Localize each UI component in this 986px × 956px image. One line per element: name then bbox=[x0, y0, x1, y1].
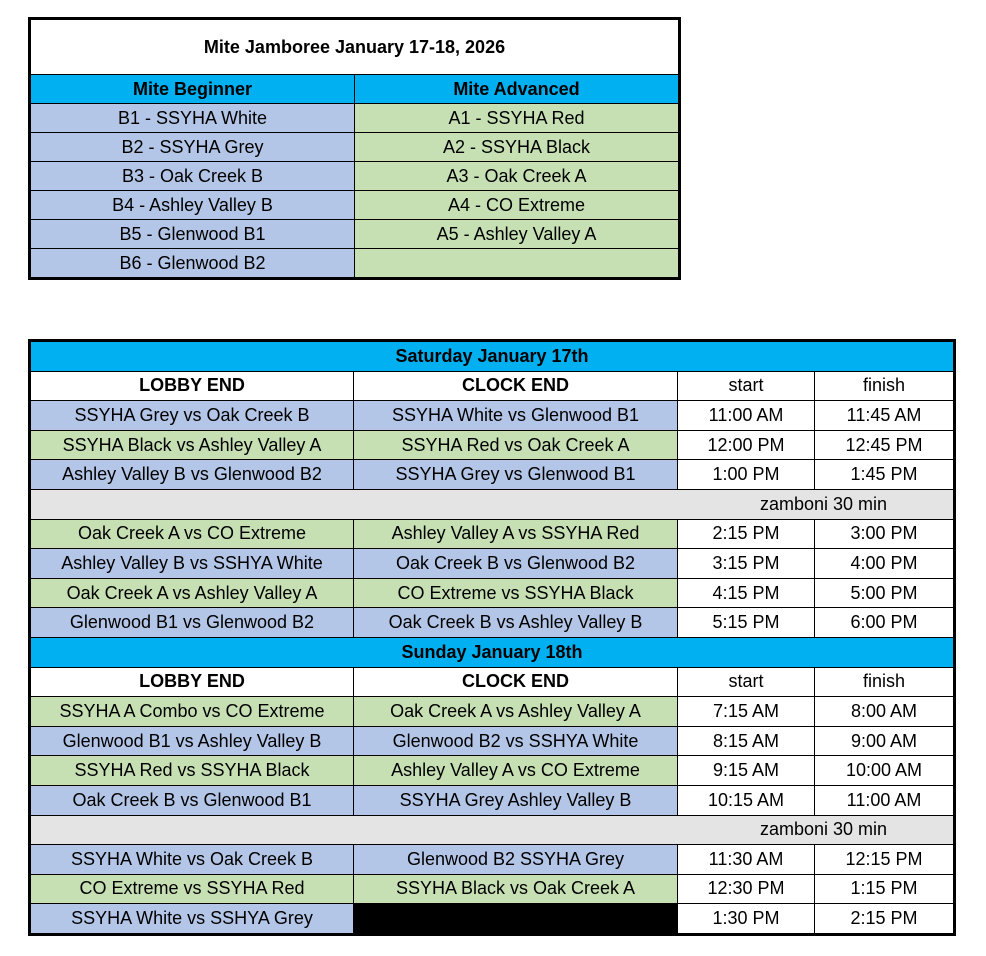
advanced-team-cell: A1 - SSYHA Red bbox=[355, 104, 680, 133]
team-row bbox=[30, 191, 680, 220]
beginner-team-cell: B1 - SSYHA White bbox=[30, 104, 355, 133]
lobby-end-game: SSYHA White vs Oak Creek B bbox=[30, 845, 354, 875]
day-header-row bbox=[30, 341, 955, 372]
game-row bbox=[30, 401, 955, 431]
teams-table bbox=[28, 17, 681, 280]
clock-end-game: Oak Creek B vs Glenwood B2 bbox=[354, 549, 678, 579]
lobby-end-header: LOBBY END bbox=[30, 667, 354, 697]
game-row bbox=[30, 430, 955, 460]
clock-end-game: SSYHA Grey Ashley Valley B bbox=[354, 785, 678, 815]
advanced-team-cell bbox=[355, 249, 680, 279]
start-time: 3:15 PM bbox=[678, 549, 815, 579]
beginner-team-cell: B6 - Glenwood B2 bbox=[30, 249, 355, 279]
clock-end-game: SSYHA Black vs Oak Creek A bbox=[354, 874, 678, 904]
advanced-team-cell: A4 - CO Extreme bbox=[355, 191, 680, 220]
clock-end-game: Ashley Valley A vs CO Extreme bbox=[354, 756, 678, 786]
day-header: Sunday January 18th bbox=[30, 637, 955, 667]
finish-time: 5:00 PM bbox=[815, 578, 955, 608]
mite-beginner-header: Mite Beginner bbox=[30, 75, 355, 104]
zamboni-break-row bbox=[30, 815, 955, 845]
day-header-row bbox=[30, 637, 955, 667]
start-time: 9:15 AM bbox=[678, 756, 815, 786]
game-row bbox=[30, 578, 955, 608]
game-row bbox=[30, 519, 955, 549]
finish-time: 11:45 AM bbox=[815, 401, 955, 431]
clock-end-game: SSYHA Red vs Oak Creek A bbox=[354, 430, 678, 460]
lobby-end-game: SSYHA A Combo vs CO Extreme bbox=[30, 697, 354, 727]
start-time: 2:15 PM bbox=[678, 519, 815, 549]
advanced-team-cell: A5 - Ashley Valley A bbox=[355, 220, 680, 249]
finish-time: 3:00 PM bbox=[815, 519, 955, 549]
clock-end-game: SSYHA Grey vs Glenwood B1 bbox=[354, 460, 678, 490]
finish-time: 11:00 AM bbox=[815, 785, 955, 815]
clock-end-header: CLOCK END bbox=[354, 371, 678, 401]
game-row bbox=[30, 904, 955, 935]
lobby-end-game: Oak Creek A vs CO Extreme bbox=[30, 519, 354, 549]
lobby-end-header: LOBBY END bbox=[30, 371, 354, 401]
lobby-end-game: CO Extreme vs SSYHA Red bbox=[30, 874, 354, 904]
advanced-team-cell: A2 - SSYHA Black bbox=[355, 133, 680, 162]
clock-end-game: Ashley Valley A vs SSYHA Red bbox=[354, 519, 678, 549]
team-row bbox=[30, 220, 680, 249]
start-time: 5:15 PM bbox=[678, 608, 815, 638]
start-time: 4:15 PM bbox=[678, 578, 815, 608]
game-row bbox=[30, 845, 955, 875]
zamboni-break: zamboni 30 min bbox=[30, 489, 955, 519]
lobby-end-game: Ashley Valley B vs Glenwood B2 bbox=[30, 460, 354, 490]
lobby-end-game: SSYHA White vs SSHYA Grey bbox=[30, 904, 354, 935]
start-time: 12:00 PM bbox=[678, 430, 815, 460]
clock-end-game: Oak Creek B vs Ashley Valley B bbox=[354, 608, 678, 638]
finish-time: 12:45 PM bbox=[815, 430, 955, 460]
clock-end-game: Glenwood B2 vs SSHYA White bbox=[354, 726, 678, 756]
finish-time: 1:15 PM bbox=[815, 874, 955, 904]
beginner-team-cell: B4 - Ashley Valley B bbox=[30, 191, 355, 220]
finish-header: finish bbox=[815, 667, 955, 697]
finish-time: 10:00 AM bbox=[815, 756, 955, 786]
start-time: 12:30 PM bbox=[678, 874, 815, 904]
finish-time: 4:00 PM bbox=[815, 549, 955, 579]
lobby-end-game: Glenwood B1 vs Ashley Valley B bbox=[30, 726, 354, 756]
clock-end-game: Oak Creek A vs Ashley Valley A bbox=[354, 697, 678, 727]
clock-end-game bbox=[354, 904, 678, 935]
lobby-end-game: Oak Creek B vs Glenwood B1 bbox=[30, 785, 354, 815]
start-time: 1:00 PM bbox=[678, 460, 815, 490]
start-time: 8:15 AM bbox=[678, 726, 815, 756]
start-header: start bbox=[678, 371, 815, 401]
jamboree-title: Mite Jamboree January 17-18, 2026 bbox=[30, 19, 680, 75]
beginner-team-cell: B3 - Oak Creek B bbox=[30, 162, 355, 191]
zamboni-break-row bbox=[30, 489, 955, 519]
game-row bbox=[30, 874, 955, 904]
lobby-end-game: Glenwood B1 vs Glenwood B2 bbox=[30, 608, 354, 638]
clock-end-game: CO Extreme vs SSYHA Black bbox=[354, 578, 678, 608]
game-row bbox=[30, 460, 955, 490]
game-row bbox=[30, 697, 955, 727]
team-row bbox=[30, 133, 680, 162]
game-row bbox=[30, 785, 955, 815]
finish-header: finish bbox=[815, 371, 955, 401]
finish-time: 9:00 AM bbox=[815, 726, 955, 756]
lobby-end-game: Oak Creek A vs Ashley Valley A bbox=[30, 578, 354, 608]
day-header: Saturday January 17th bbox=[30, 341, 955, 372]
finish-time: 1:45 PM bbox=[815, 460, 955, 490]
game-row bbox=[30, 726, 955, 756]
game-row bbox=[30, 608, 955, 638]
schedule-table bbox=[28, 339, 956, 936]
finish-time: 2:15 PM bbox=[815, 904, 955, 935]
start-time: 7:15 AM bbox=[678, 697, 815, 727]
start-time: 1:30 PM bbox=[678, 904, 815, 935]
mite-advanced-header: Mite Advanced bbox=[355, 75, 680, 104]
lobby-end-game: Ashley Valley B vs SSHYA White bbox=[30, 549, 354, 579]
team-row bbox=[30, 162, 680, 191]
game-row bbox=[30, 756, 955, 786]
start-time: 11:00 AM bbox=[678, 401, 815, 431]
column-header-row bbox=[30, 667, 955, 697]
clock-end-game: SSYHA White vs Glenwood B1 bbox=[354, 401, 678, 431]
finish-time: 6:00 PM bbox=[815, 608, 955, 638]
start-time: 11:30 AM bbox=[678, 845, 815, 875]
clock-end-header: CLOCK END bbox=[354, 667, 678, 697]
game-row bbox=[30, 549, 955, 579]
lobby-end-game: SSYHA Black vs Ashley Valley A bbox=[30, 430, 354, 460]
start-header: start bbox=[678, 667, 815, 697]
lobby-end-game: SSYHA Grey vs Oak Creek B bbox=[30, 401, 354, 431]
team-row bbox=[30, 249, 680, 279]
advanced-team-cell: A3 - Oak Creek A bbox=[355, 162, 680, 191]
finish-time: 12:15 PM bbox=[815, 845, 955, 875]
zamboni-break: zamboni 30 min bbox=[30, 815, 955, 845]
lobby-end-game: SSYHA Red vs SSYHA Black bbox=[30, 756, 354, 786]
clock-end-game: Glenwood B2 SSYHA Grey bbox=[354, 845, 678, 875]
column-header-row bbox=[30, 371, 955, 401]
team-row bbox=[30, 104, 680, 133]
beginner-team-cell: B5 - Glenwood B1 bbox=[30, 220, 355, 249]
finish-time: 8:00 AM bbox=[815, 697, 955, 727]
beginner-team-cell: B2 - SSYHA Grey bbox=[30, 133, 355, 162]
start-time: 10:15 AM bbox=[678, 785, 815, 815]
